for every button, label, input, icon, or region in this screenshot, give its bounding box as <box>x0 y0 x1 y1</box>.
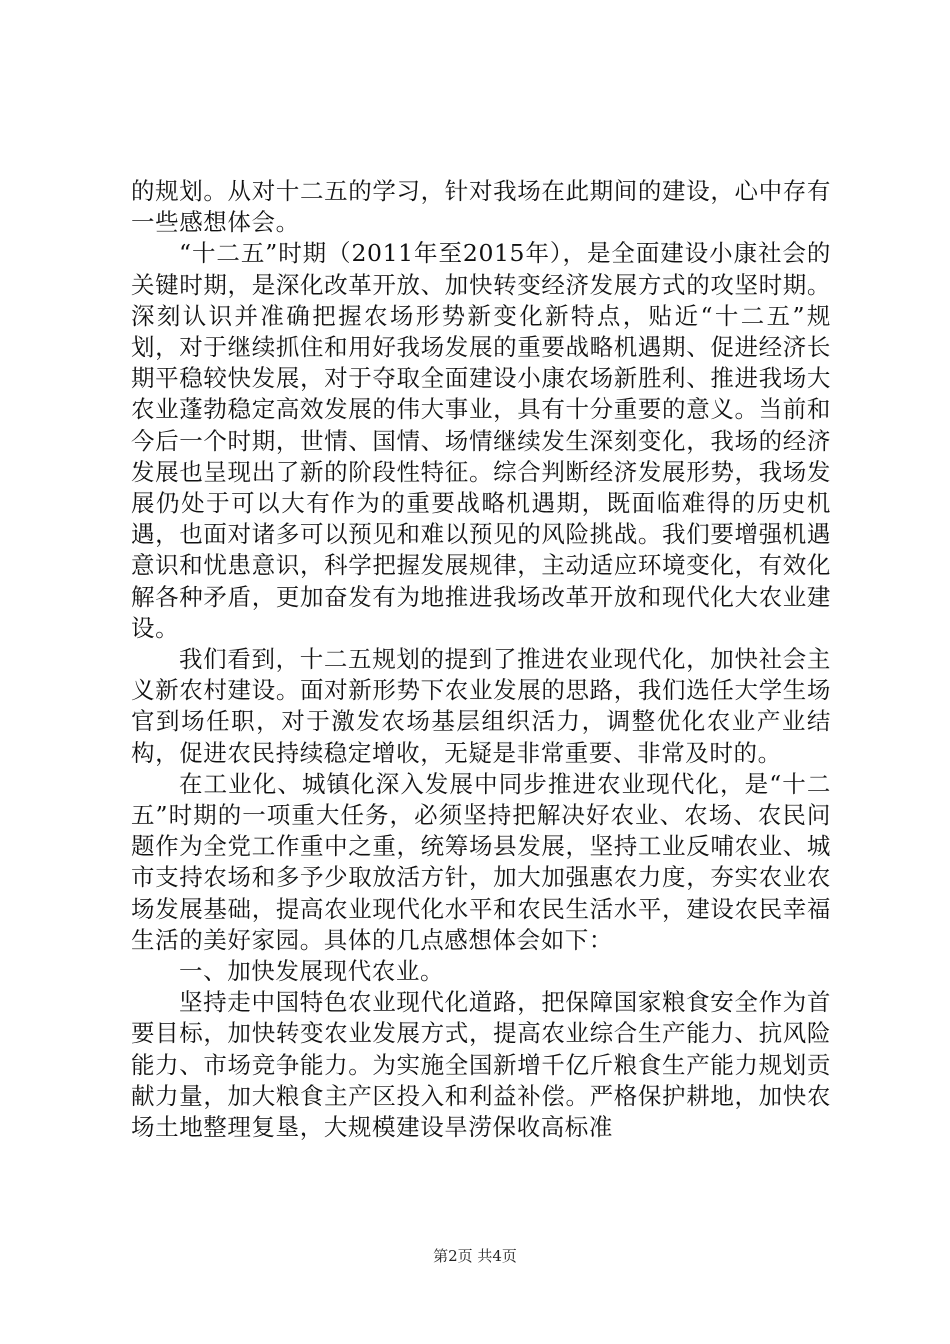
body-text <box>131 176 831 1143</box>
section-heading: 一、加快发展现代农业。 <box>179 957 445 986</box>
paragraph-2: “十二五”时期（2011年至2015年），是全面建设小康社会的关键时期，是深化改革开放、加快转变经济发展方式的攻坚时期。深刻认识并准确把握农场形势新变化新特点，贴近“十二五”规划，对于继续抓住和用好我场发展的重要战略机遇期、促进经济长期平稳较快发展，对于夺取全面建设小康农场新胜利、推进我场大农业蓬勃稳定高效发展的伟大事业，具有十分重要的意义。当前和今后一个时期，世情、国情、场情继续发生深刻变化，我场的经济发展也呈现出了新的阶段性特征。综合判断经济发展形势，我场发展仍处于可以大有作为的重要战略机遇期，既面临难得的历史机遇，也面对诸多可以预见和难以预见的风险挑战。我们要增强机遇意识和忧患意识，科学把握发展规律，主动适应环境变化，有效化解各种矛盾，更加奋发有为地推进我场改革开放和现代化大农业建设。 <box>131 239 831 642</box>
page-number-footer: 第2页 共4页 <box>433 1247 517 1265</box>
paragraph-5: 坚持走中国特色农业现代化道路，把保障国家粮食安全作为首要目标，加快转变农业发展方式，提高农业综合生产能力、抗风险能力、市场竞争能力。为实施全国新增千亿斤粮食生产能力规划贡献力量，加大粮食主产区投入和利益补偿。严格保护耕地，加快农场土地整理复垦，大规模建设旱涝保收高标准 <box>131 988 831 1142</box>
paragraph-3: 我们看到，十二五规划的提到了推进农业现代化，加快社会主义新农村建设。面对新形势下农业发展的思路，我们选任大学生场官到场任职，对于激发农场基层组织活力，调整优化农业产业结构，促进农民持续稳定增收，无疑是非常重要、非常及时的。 <box>131 645 831 767</box>
paragraph-4: 在工业化、城镇化深入发展中同步推进农业现代化，是“十二五”时期的一项重大任务，必须坚持把解决好农业、农场、农民问题作为全党工作重中之重，统筹场县发展，坚持工业反哺农业、城市支持农场和多予少取放活方针，加大加强惠农力度，夯实农业农场发展基础，提高农业现代化水平和农民生活水平，建设农民幸福生活的美好家园。具体的几点感想体会如下： <box>131 769 831 954</box>
paragraph-1: 的规划。从对十二五的学习，针对我场在此期间的建设，心中存有一些感想体会。 <box>131 177 831 237</box>
